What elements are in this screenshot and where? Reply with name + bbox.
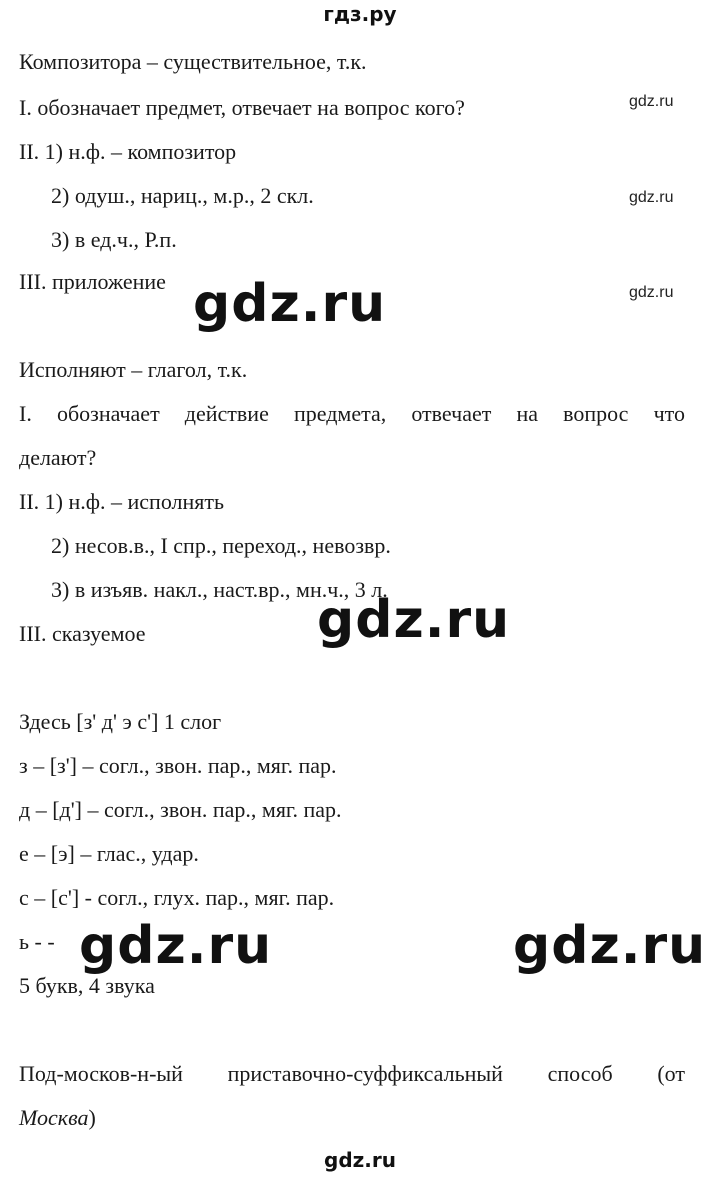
block3-line2: з – [з'] – согл., звон. пар., мяг. пар.: [19, 753, 337, 778]
block1-line3: II. 1) н.ф. – композитор: [19, 139, 237, 164]
block4-word: Под-москов-н-ый: [19, 1061, 183, 1086]
watermark-small-2: gdz.ru: [629, 189, 674, 206]
block4-line2: [19, 1104, 96, 1132]
block2-line3: делают?: [19, 445, 97, 470]
page-footer: gdz.ru: [324, 1148, 396, 1172]
block2-line5: 2) несов.в., I спр., переход., невозвр.: [51, 533, 391, 558]
block2-line2: [19, 400, 685, 428]
watermark-big-3: gdz.ru: [79, 916, 273, 976]
block3-line7: 5 букв, 4 звука: [19, 973, 155, 998]
block2-word: обозначает: [56, 401, 160, 426]
block1-line5: 3) в ед.ч., Р.п.: [51, 227, 177, 252]
block2-word: что: [653, 401, 685, 426]
block4-word: приставочно-суффиксальный: [227, 1061, 503, 1086]
block4-word: (от: [657, 1061, 685, 1086]
page-header: гдз.ру: [323, 2, 397, 26]
block2-word: на: [516, 401, 539, 426]
block2-word: отвечает: [411, 401, 492, 426]
block2-word: предмета,: [293, 401, 387, 426]
watermark-small-3: gdz.ru: [629, 284, 674, 301]
block3-line1: Здесь [з' д' э с'] 1 слог: [19, 709, 222, 734]
block3-line3: д – [д'] – согл., звон. пар., мяг. пар.: [19, 797, 342, 822]
watermark-big-2: gdz.ru: [317, 590, 511, 650]
watermark-small-1: gdz.ru: [629, 93, 674, 110]
block2-word: I.: [19, 401, 32, 426]
block1-line1: Композитора – существительное, т.к.: [19, 49, 367, 74]
block4-tail: ): [88, 1105, 96, 1130]
block1-line6: III. приложение: [19, 269, 166, 294]
block4-line1: [19, 1060, 685, 1088]
block3-line6: ь - -: [19, 929, 55, 954]
block2-word: вопрос: [563, 401, 629, 426]
block1-line4: 2) одуш., нариц., м.р., 2 скл.: [51, 183, 314, 208]
block2-line7: III. сказуемое: [19, 621, 146, 646]
block4-italic-word: Москва: [19, 1105, 89, 1130]
watermark-big-4: gdz.ru: [513, 916, 707, 976]
block2-line4: II. 1) н.ф. – исполнять: [19, 489, 225, 514]
block2-line6: 3) в изъяв. накл., наст.вр., мн.ч., 3 л.: [51, 577, 388, 602]
block1-line2: I. обозначает предмет, отвечает на вопрос кого?: [19, 95, 465, 120]
block2-word: действие: [184, 401, 269, 426]
block2-line1: Исполняют – глагол, т.к.: [19, 357, 248, 382]
block3-line4: е – [э] – глас., удар.: [19, 841, 199, 866]
block3-line5: с – [с'] - согл., глух. пар., мяг. пар.: [19, 885, 335, 910]
watermark-big-1: gdz.ru: [193, 274, 387, 334]
block4-word: способ: [547, 1061, 613, 1086]
